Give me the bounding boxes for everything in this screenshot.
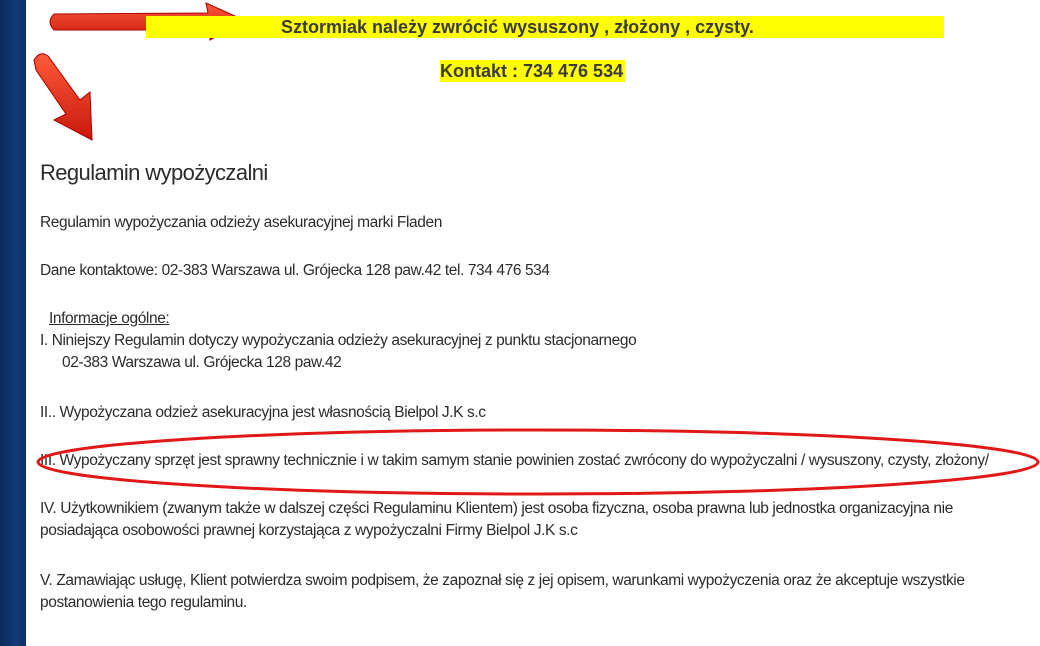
regulations-subtitle: Regulamin wypożyczania odzieży asekuracyjnej marki Fladen [40,214,442,231]
annotation-arrow-down-icon [28,48,108,148]
paragraph-3: III. Wypożyczany sprzęt jest sprawny technicznie i w takim samym stanie powinien zostać zwrócony do wypożyczalni / wysuszony, czysty, złożony/ [40,452,989,469]
left-sidebar-bar [0,0,26,646]
return-notice-text: Sztormiak należy zwrócić wysuszony , złożony , czysty. [281,17,754,37]
contact-phone-banner: Kontakt : 734 476 534 [440,61,624,81]
paragraph-5-line-1: V. Zamawiając usługę, Klient potwierdza swoim podpisem, że zapoznał się z jej opisem, warunkami wypożyczenia oraz że akceptuje wszystkie [40,572,965,589]
paragraph-4-line-2: posiadająca osobowości prawnej korzystająca z wypożyczalni Firmy Bielpol J.K s.c [40,522,578,539]
annotation-ellipse [0,418,1040,508]
paragraph-5-line-2: postanowienia tego regulaminu. [40,594,247,611]
page-title: Regulamin wypożyczalni [40,160,268,185]
paragraph-1-line-2: 02-383 Warszawa ul. Grójecka 128 paw.42 [62,354,342,371]
general-info-heading: Informacje ogólne: [49,310,170,327]
paragraph-4-line-1: IV. Użytkownikiem (zwanym także w dalszej części Regulaminu Klientem) jest osoba fizyczna, osoba prawna lub jednostka organizacyjna nie [40,500,953,517]
paragraph-2: II.. Wypożyczana odzież asekuracyjna jest własnością Bielpol J.K s.c [40,404,486,421]
return-notice-banner [146,16,944,38]
paragraph-1-line-1: I. Niniejszy Regulamin dotyczy wypożyczania odzieży asekuracyjnej z punktu stacjonarnego [40,332,637,349]
contact-details: Dane kontaktowe: 02-383 Warszawa ul. Grójecka 128 paw.42 tel. 734 476 534 [40,262,550,279]
